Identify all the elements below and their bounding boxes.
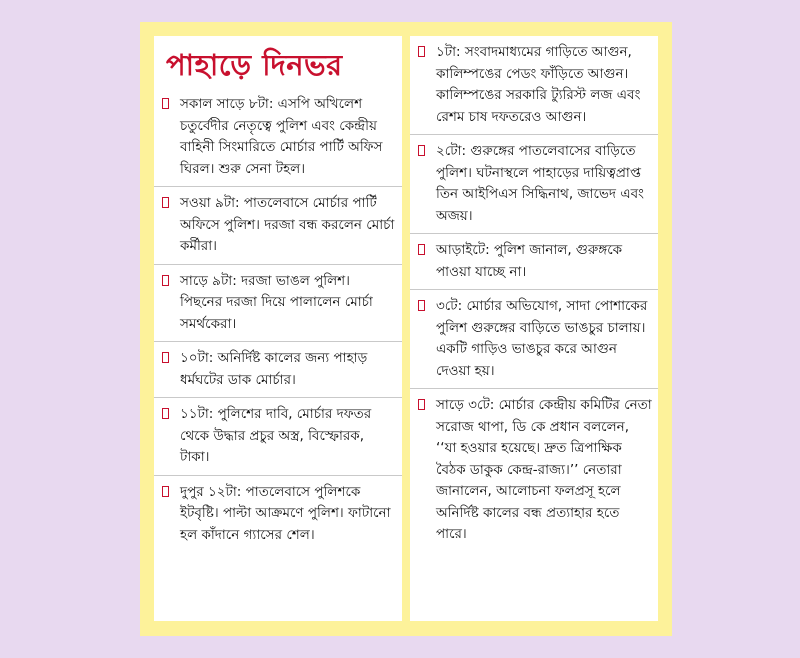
- timeline-entry: [154, 265, 402, 343]
- entry-text: ১টা: সংবাদমাধ্যমের গাড়িতে আগুন, কালিম্পঙের পেডং ফাঁড়িতে আগুন। কালিম্পঙের সরকারি ট্যুরিস্ট লজ এবং রেশম চাষ দফতরেও আগুন।: [436, 44, 641, 125]
- timeline-entry: [410, 290, 658, 389]
- timeline-entry: [154, 187, 402, 265]
- bullet-icon: [162, 98, 169, 109]
- entry-text: সাড়ে ৩টে: মোর্চার কেন্দ্রীয় কমিটির নেতা সরোজ থাপা, ডি কে প্রধান বললেন, ‘‘যা হওয়ার হয়েছে। দ্রুত ত্রিপাক্ষিক বৈঠক ডাকুক কেন্দ্র-রাজ্য।’’ নেতারা জানালেন, আলোচনা ফলপ্রসূ হলে অনির্দিষ্ট কালের বন্ধ প্রত্যাহার হতে পারে।: [436, 397, 652, 542]
- entry-text: ১১টা: পুলিশের দাবি, মোর্চার দফতর থেকে উদ্ধার প্রচুর অস্ত্র, বিস্ফোরক, টাকা।: [180, 406, 372, 465]
- timeline-entry: [154, 88, 402, 187]
- bullet-icon: [162, 275, 169, 286]
- bullet-icon: [418, 399, 425, 410]
- timeline-entry: [154, 476, 402, 553]
- bullet-icon: [418, 46, 425, 57]
- entry-text: ৩টে: মোর্চার অভিযোগ, সাদা পোশাকের পুলিশ গুরুঙ্গের বাড়িতে ভাঙচুর চালায়। একটি গাড়িও ভাঙচুর করে আগুন দেওয়া হয়।: [436, 298, 648, 379]
- bullet-icon: [162, 408, 169, 419]
- timeline-entry: [410, 389, 658, 552]
- left-column: [154, 36, 402, 621]
- article-frame: [140, 22, 672, 636]
- timeline-entry: [410, 234, 658, 290]
- entry-text: দুপুর ১২টা: পাতলেবাসে পুলিশকে ইটবৃষ্টি। পাল্টা আক্রমণে পুলিশ। ফাটানো হল কাঁদানে গ্যাসের শেল।: [180, 483, 391, 543]
- entry-text: সওয়া ৯টা: পাতলেবাসে মোর্চার পার্টি অফিসে পুলিশ। দরজা বন্ধ করলেন মোর্চা কর্মীরা।: [180, 195, 395, 254]
- entry-text: ২টো: গুরুঙ্গের পাতলেবাসের বাড়িতে পুলিশ। ঘটনাস্থলে পাহাড়ের দায়িত্বপ্রাপ্ত তিন আইপিএস সিদ্ধিনাথ, জাভেদ এবং অজয়।: [436, 143, 644, 224]
- timeline-entry: [410, 135, 658, 234]
- bullet-icon: [162, 486, 169, 497]
- bullet-icon: [418, 244, 425, 255]
- timeline-entry: [410, 36, 658, 135]
- article-title: পাহাড়ে দিনভর: [166, 48, 343, 82]
- timeline-entry: [154, 398, 402, 476]
- entry-text: আড়াইটে: পুলিশ জানাল, গুরুঙ্গকে পাওয়া যাচ্ছে না।: [436, 242, 623, 280]
- bullet-icon: [162, 197, 169, 208]
- bullet-icon: [418, 145, 425, 156]
- timeline-entry: [154, 342, 402, 398]
- bullet-icon: [418, 300, 425, 311]
- entry-text: সকাল সাড়ে ৮টা: এসপি অখিলেশ চতুর্বেদীর নেতৃত্বে পুলিশ এবং কেন্দ্রীয় বাহিনী সিংমারিতে মোর্চার পার্টি অফিস ঘিরল। শুরু সেনা টহল।: [180, 96, 383, 177]
- entry-text: ১০টা: অনির্দিষ্ট কালের জন্য পাহাড় ধর্মঘটের ডাক মোর্চার।: [180, 350, 368, 388]
- right-column: [410, 36, 658, 621]
- bullet-icon: [162, 352, 169, 363]
- entry-text: সাড়ে ৯টা: দরজা ভাঙল পুলিশ। পিছনের দরজা দিয়ে পালালেন মোর্চা সমর্থকেরা।: [180, 272, 373, 332]
